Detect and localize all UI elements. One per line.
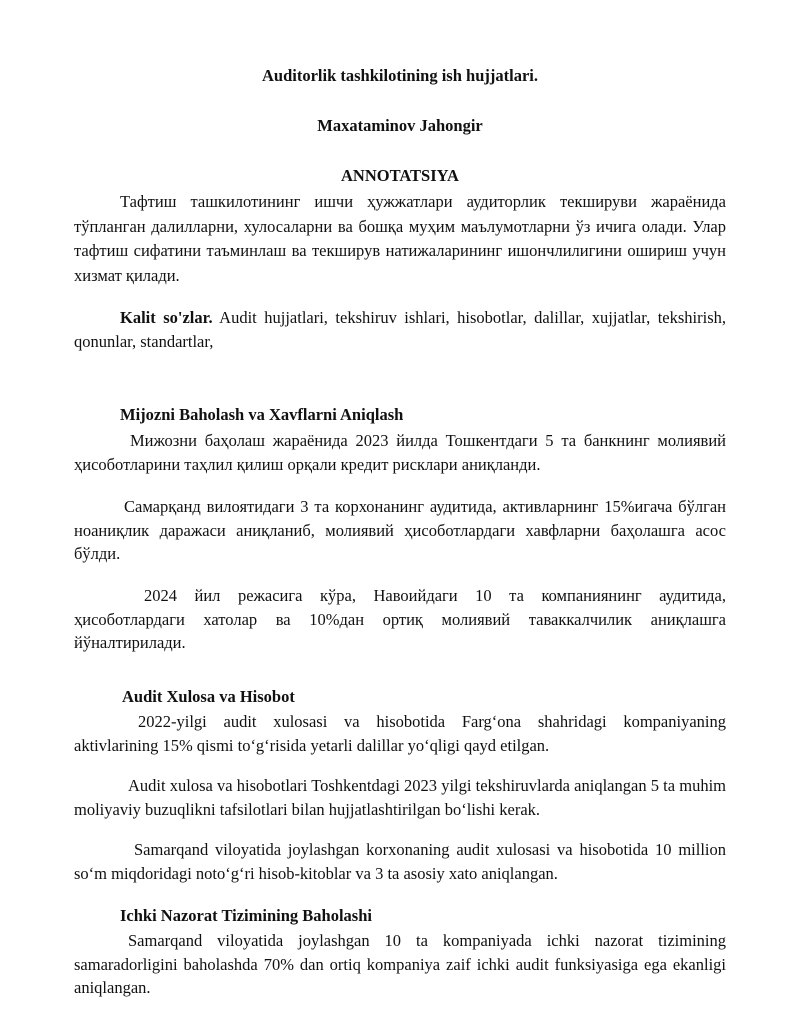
section-heading: Mijozni Baholash va Xavflarni Aniqlash xyxy=(120,405,404,424)
keywords-label: Kalit so'zlar. xyxy=(120,308,213,327)
keywords-paragraph xyxy=(74,306,726,354)
section-heading: Ichki Nazorat Tizimining Baholashi xyxy=(120,906,372,925)
section-paragraph: Мижозни баҳолаш жараёнида 2023 йилда Тошкентдаги 5 та банкнинг молиявий ҳисоботларини таҳлил қилиш орқали кредит рисклари аниқланди. xyxy=(74,431,726,474)
section-heading: Audit Xulosa va Hisobot xyxy=(122,687,295,706)
annotation-body: Тафтиш ташкилотининг ишчи ҳужжатлари аудиторлик текшируви жараёнида тўпланган далилларни, хулосаларни ва бошқа муҳим маълумотларни ўз ичига олади. Улар тафтиш сифатини таъминлаш ва текширув натижаларининг ишончлилигини ошириш учун хизмат қилади. xyxy=(74,192,726,285)
section-paragraph: Audit xulosa va hisobotlari Toshkentdagi 2023 yilgi tekshiruvlarda aniqlangan 5 ta muhim moliyaviy buzuqlikni tafsilotlari bilan hujjatlashtirilgan bo‘lishi kerak. xyxy=(74,776,726,819)
document-title: Auditorlik tashkilotining ish hujjatlari. xyxy=(262,66,538,85)
author-name: Maxataminov Jahongir xyxy=(317,116,483,135)
keywords-text: Audit hujjatlari, tekshiruv ishlari, hisobotlar, dalillar, xujjatlar, tekshirish, qonunlar, standartlar, xyxy=(74,308,726,351)
section-paragraph: Samarqand viloyatida joylashgan korxonaning audit xulosasi va hisobotida 10 million so‘m miqdoridagi noto‘g‘ri hisob-kitoblar va 3 ta asosiy xato aniqlangan. xyxy=(74,840,726,883)
annotation-text xyxy=(74,190,726,288)
section-paragraph: Самарқанд вилоятидаги 3 та корхонанинг аудитида, активларнинг 15%игача бўлган ноаниқлик даражаси аниқланиб, молиявий ҳисоботлардаги хавфларни баҳолашга асос бўлди. xyxy=(74,497,726,563)
annotation-heading: ANNOTATSIYA xyxy=(341,166,459,185)
section-paragraph: 2024 йил режасига кўра, Навоийдаги 10 та компаниянинг аудитида, ҳисоботлардаги хатолар ва 10%дан ортиқ молиявий таваккалчилик аниқлашга йўналтирилади. xyxy=(74,586,726,652)
section-paragraph: 2022-yilgi audit xulosasi va hisobotida Farg‘ona shahridagi kompaniyaning aktivlarining 15% qismi to‘g‘risida yetarli dalillar yo‘qligi qayd etilgan. xyxy=(74,712,726,755)
section-paragraph: Samarqand viloyatida joylashgan 10 ta kompaniyada ichki nazorat tizimining samaradorligini baholashda 70% dan ortiq kompaniya zaif ichki audit funksiyasiga ega ekanligi aniqlangan. xyxy=(74,931,726,997)
